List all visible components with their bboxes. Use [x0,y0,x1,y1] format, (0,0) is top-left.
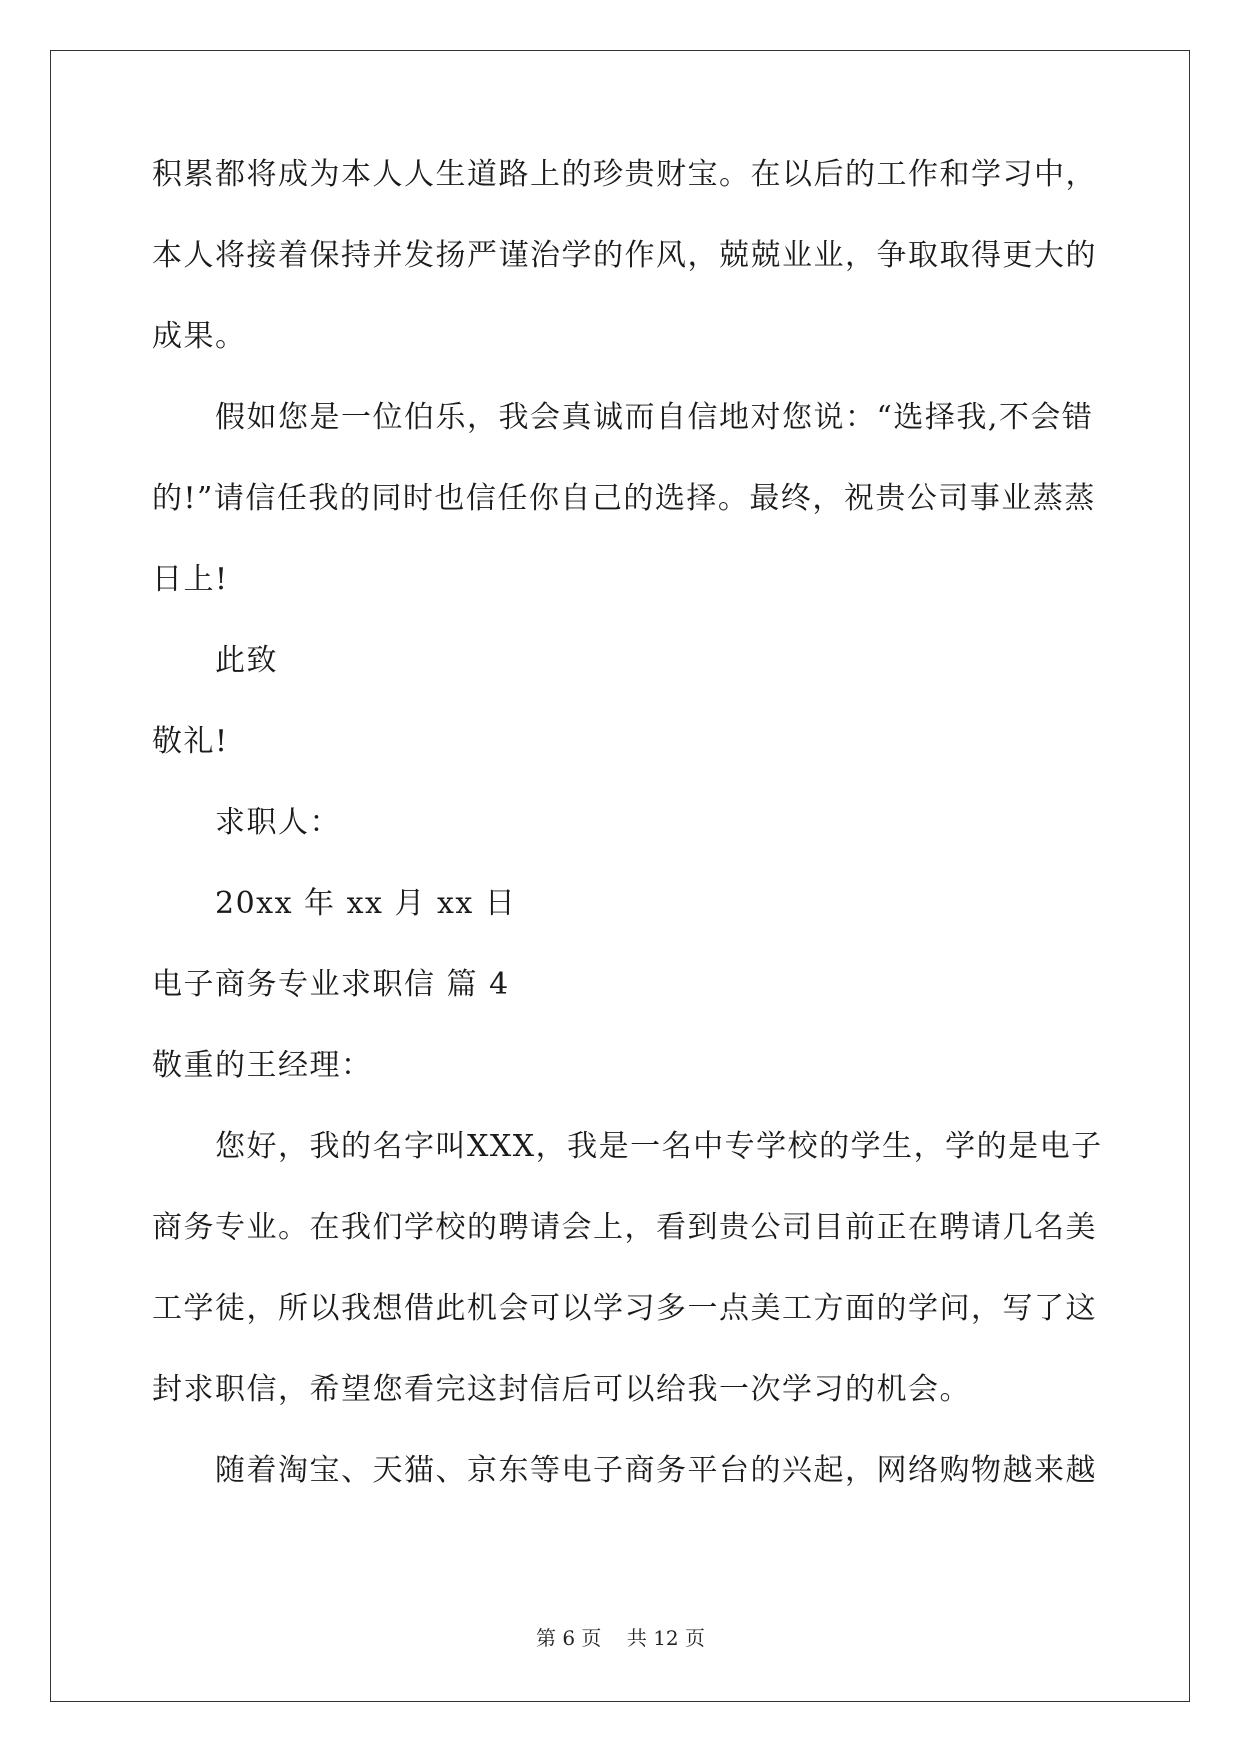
paragraph-line: 日上! [152,562,229,597]
paragraph-line: 成果。 [152,319,247,354]
paragraph-line: 随着淘宝、天猫、京东等电子商务平台的兴起，网络购物越来越 [215,1453,1097,1488]
paragraph-line: 本人将接着保持并发扬严谨治学的作风，兢兢业业，争取取得更大的 [152,238,1097,273]
date-line: 20xx 年 xx 月 xx 日 [215,886,517,921]
document-body [152,157,1103,1537]
paragraph-line: 封求职信，希望您看完这封信后可以给我一次学习的机会。 [152,1372,971,1407]
closing-salutation: 此致 [215,643,278,678]
letter-greeting: 敬重的王经理： [152,1048,373,1083]
paragraph-line: 工学徒，所以我想借此机会可以学习多一点美工方面的学问，写了这 [152,1291,1097,1326]
paragraph-line: 积累都将成为本人人生道路上的珍贵财宝。在以后的工作和学习中， [152,157,1097,192]
section-heading: 电子商务专业求职信 篇 4 [152,967,510,1002]
page-number-footer: 第 6 页 共 12 页 [535,1626,706,1650]
paragraph-line: 商务专业。在我们学校的聘请会上，看到贵公司目前正在聘请几名美 [152,1210,1097,1245]
paragraph-line: 的!”请信任我的同时也信任你自己的选择。最终，祝贵公司事业蒸蒸 [152,481,1096,516]
paragraph-line: 您好，我的名字叫XXX，我是一名中专学校的学生，学的是电子 [215,1129,1103,1164]
paragraph-line: 假如您是一位伯乐，我会真诚而自信地对您说：“选择我,不会错 [215,400,1094,435]
signature-label: 求职人： [215,805,341,840]
closing-regards: 敬礼! [152,724,229,759]
